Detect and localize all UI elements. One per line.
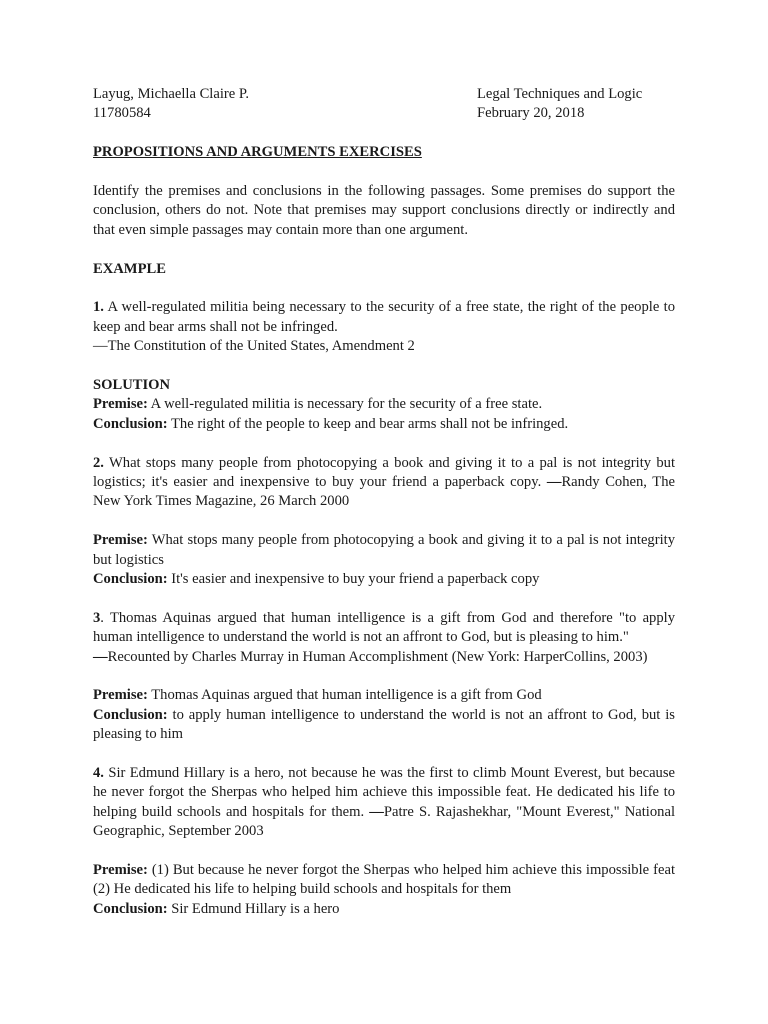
item-4-text: Sir Edmund Hillary is a hero, not because he was the first to climb Mount Everest, but because he never forgot the Sherpas who helped him achieve this impossible feat. He dedicated his life to helping build schools and hospitals for them. bbox=[93, 765, 675, 820]
item-4-number: 4. bbox=[93, 765, 104, 782]
page-title: PROPOSITIONS AND ARGUMENTS EXERCISES bbox=[93, 144, 422, 161]
item-4-source-dash: — bbox=[369, 803, 384, 820]
solution bbox=[93, 376, 675, 434]
item-2-text: What stops many people from photocopying a book and giving it to a pal is not integrity but logistics; it's easier and inexpensive to buy your friend a paperback copy. bbox=[93, 454, 675, 490]
item-3-premise bbox=[93, 686, 675, 705]
item-3-text: . Thomas Aquinas argued that human intelligence is a gift from God and therefore "to apply human intelligence to understand the world is not an affront to God, but is pleasing to him." bbox=[93, 609, 675, 646]
premise-text: A well-regulated militia is necessary for the security of a free state. bbox=[147, 396, 543, 413]
item-3-answer bbox=[93, 686, 675, 744]
item-3-passage bbox=[93, 609, 675, 648]
item-4-source: Patre S. Rajashekhar, "Mount Everest," National Geographic, September 2003 bbox=[93, 803, 675, 840]
conclusion-label: Conclusion: bbox=[93, 706, 168, 723]
header-row-2 bbox=[93, 104, 675, 123]
item-1-text: A well-regulated militia being necessary to the security of a free state, the right of the people to keep and bear arms shall not be infringed. bbox=[93, 299, 675, 335]
item-4-premise bbox=[93, 861, 675, 900]
solution-premise bbox=[93, 395, 675, 414]
item-4 bbox=[93, 764, 675, 842]
item-3-source-line bbox=[93, 648, 675, 667]
conclusion-text: It's easier and inexpensive to buy your friend a paperback copy bbox=[167, 571, 540, 588]
premise-label: Premise: bbox=[93, 862, 148, 879]
course-name: Legal Techniques and Logic bbox=[477, 86, 643, 102]
item-3 bbox=[93, 609, 675, 667]
item-2-source-dash: — bbox=[546, 474, 562, 490]
premise-text: Thomas Aquinas argued that human intelligence is a gift from God bbox=[147, 687, 542, 704]
conclusion-label: Conclusion: bbox=[93, 415, 168, 432]
item-2-passage bbox=[93, 454, 675, 512]
premise-text: What stops many people from photocopying a book and giving it to a pal is not integrity but logistics bbox=[93, 532, 675, 568]
item-2-conclusion bbox=[93, 570, 675, 589]
solution-conclusion bbox=[93, 415, 675, 434]
solution-heading: SOLUTION bbox=[93, 376, 171, 393]
conclusion-label: Conclusion: bbox=[93, 571, 168, 588]
item-2-answer bbox=[93, 531, 675, 589]
item-2-source: Randy Cohen, The New York Times Magazine, 26 March 2000 bbox=[93, 474, 675, 510]
item-1-passage bbox=[93, 298, 675, 337]
conclusion-text: to apply human intelligence to understand the world is not an affront to God, but is pleasing to him bbox=[93, 706, 675, 743]
item-2-premise bbox=[93, 531, 675, 570]
premise-label: Premise: bbox=[93, 687, 148, 704]
item-3-source-dash: — bbox=[93, 648, 108, 665]
item-2-number: 2. bbox=[93, 454, 104, 471]
item-4-conclusion bbox=[93, 900, 675, 919]
item-1-number: 1. bbox=[93, 299, 104, 316]
item-4-passage bbox=[93, 764, 675, 842]
premise-label: Premise: bbox=[93, 532, 148, 549]
item-4-answer bbox=[93, 861, 675, 919]
item-3-source: Recounted by Charles Murray in Human Accomplishment (New York: HarperCollins, 2003) bbox=[107, 648, 648, 665]
premise-label: Premise: bbox=[93, 396, 148, 413]
conclusion-text: The right of the people to keep and bear arms shall not be infringed. bbox=[167, 415, 569, 432]
header-row-1 bbox=[93, 85, 675, 104]
example-heading: EXAMPLE bbox=[93, 260, 166, 277]
item-1 bbox=[93, 298, 675, 356]
item-3-conclusion bbox=[93, 706, 675, 745]
instructions-text: Identify the premises and conclusions in the following passages. Some premises do support the conclusion, others do not. Note that premises may support conclusions directly or indirectly and that even simple passages may contain more than one argument. bbox=[93, 182, 675, 238]
premise-text: (1) But because he never forgot the Sherpas who helped him achieve this impossible feat (2) He dedicated his life to helping build schools and hospitals for them bbox=[93, 862, 675, 898]
document-date: February 20, 2018 bbox=[477, 105, 585, 122]
document-page bbox=[93, 85, 675, 919]
conclusion-label: Conclusion: bbox=[93, 900, 168, 917]
student-name: Layug, Michaella Claire P. bbox=[93, 86, 250, 102]
instructions bbox=[93, 182, 675, 240]
item-1-source: —The Constitution of the United States, Amendment 2 bbox=[93, 338, 415, 355]
item-3-number: 3 bbox=[93, 609, 101, 626]
student-id: 11780584 bbox=[93, 105, 151, 122]
item-2 bbox=[93, 454, 675, 512]
conclusion-text: Sir Edmund Hillary is a hero bbox=[167, 900, 340, 917]
